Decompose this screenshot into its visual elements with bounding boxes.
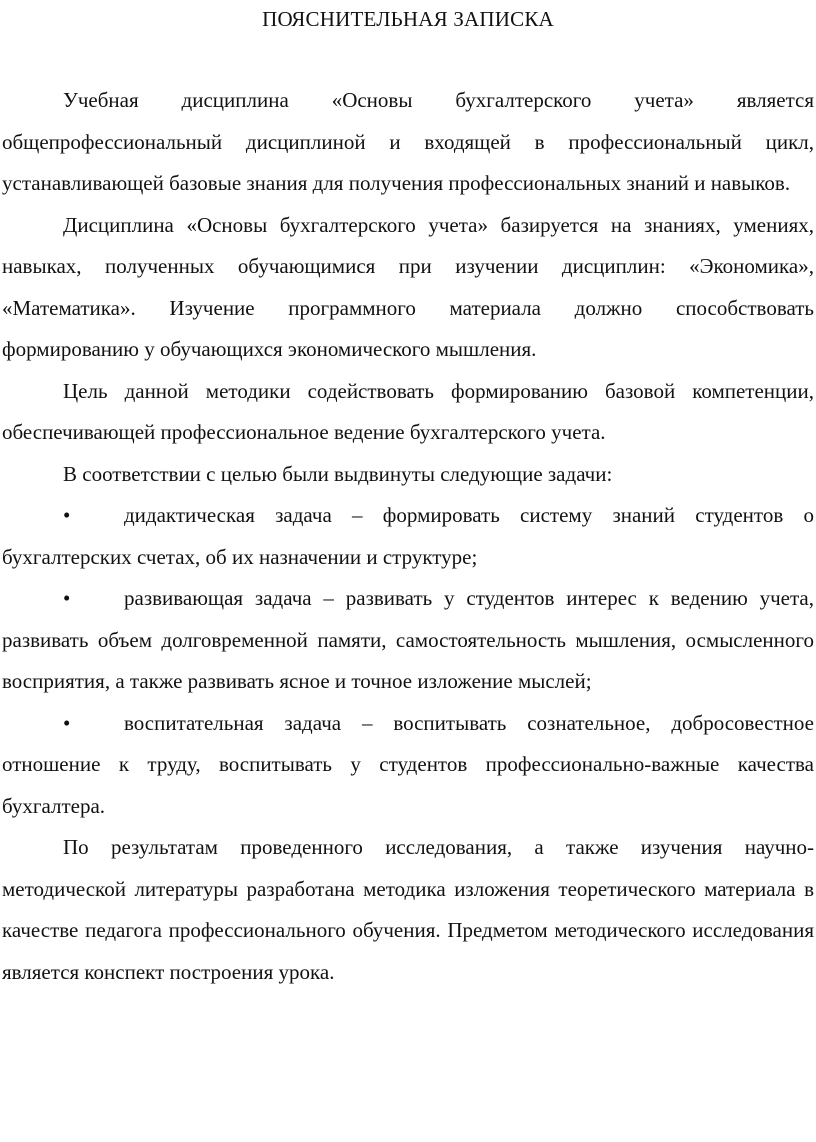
bullet-icon: • bbox=[63, 503, 71, 527]
bullet-icon: • bbox=[63, 586, 71, 610]
bullet-item-didactic bbox=[2, 495, 814, 578]
paragraph-conclusion: По результатам проведенного исследования, а также изучения научно-методической литературы разработана методика изложения теоретического материала в качестве педагога профессионального обучения. Предметом методического исследования является конспект построения урока. bbox=[2, 835, 814, 984]
bullet-text-educational: воспитательная задача – воспитывать сознательное, добросовестное отношение к труду, воспитывать у студентов профессионально-важные качества бухгалтера. bbox=[2, 710, 814, 818]
paragraph-tasks-intro: В соответствии с целью были выдвинуты следующие задачи: bbox=[63, 461, 613, 486]
paragraph-method-goal: Цель данной методики содействовать формированию базовой компетенции, обеспечивающей профессиональное ведение бухгалтерского учета. bbox=[2, 378, 814, 444]
bullet-item-developmental bbox=[2, 578, 814, 703]
bullet-text-didactic: дидактическая задача – формировать систему знаний студентов о бухгалтерских счетах, об их назначении и структуре; bbox=[2, 503, 814, 569]
bullet-icon: • bbox=[63, 710, 71, 735]
bullet-text-developmental: развивающая задача – развивать у студентов интерес к ведению учета, развивать объем долговременной памяти, самостоятельность мышления, осмысленного восприятия, а также развивать ясное и точное изложение мыслей; bbox=[2, 586, 814, 693]
bullet-item-educational bbox=[2, 703, 814, 828]
document-title: ПОЯСНИТЕЛЬНАЯ ЗАПИСКА bbox=[262, 7, 554, 31]
paragraph-discipline-basis: Дисциплина «Основы бухгалтерского учета» базируется на знаниях, умениях, навыках, полученных обучающимися при изучении дисциплин: «Экономика», «Математика». Изучение программного материала должно способствовать формированию у обучающихся экономического мышления. bbox=[2, 212, 814, 361]
paragraph-discipline-intro: Учебная дисциплина «Основы бухгалтерского учета» является общепрофессиональный дисциплиной и входящей в профессиональный цикл, устанавливающей базовые знания для получения профессиональных знаний и навыков. bbox=[2, 88, 814, 195]
